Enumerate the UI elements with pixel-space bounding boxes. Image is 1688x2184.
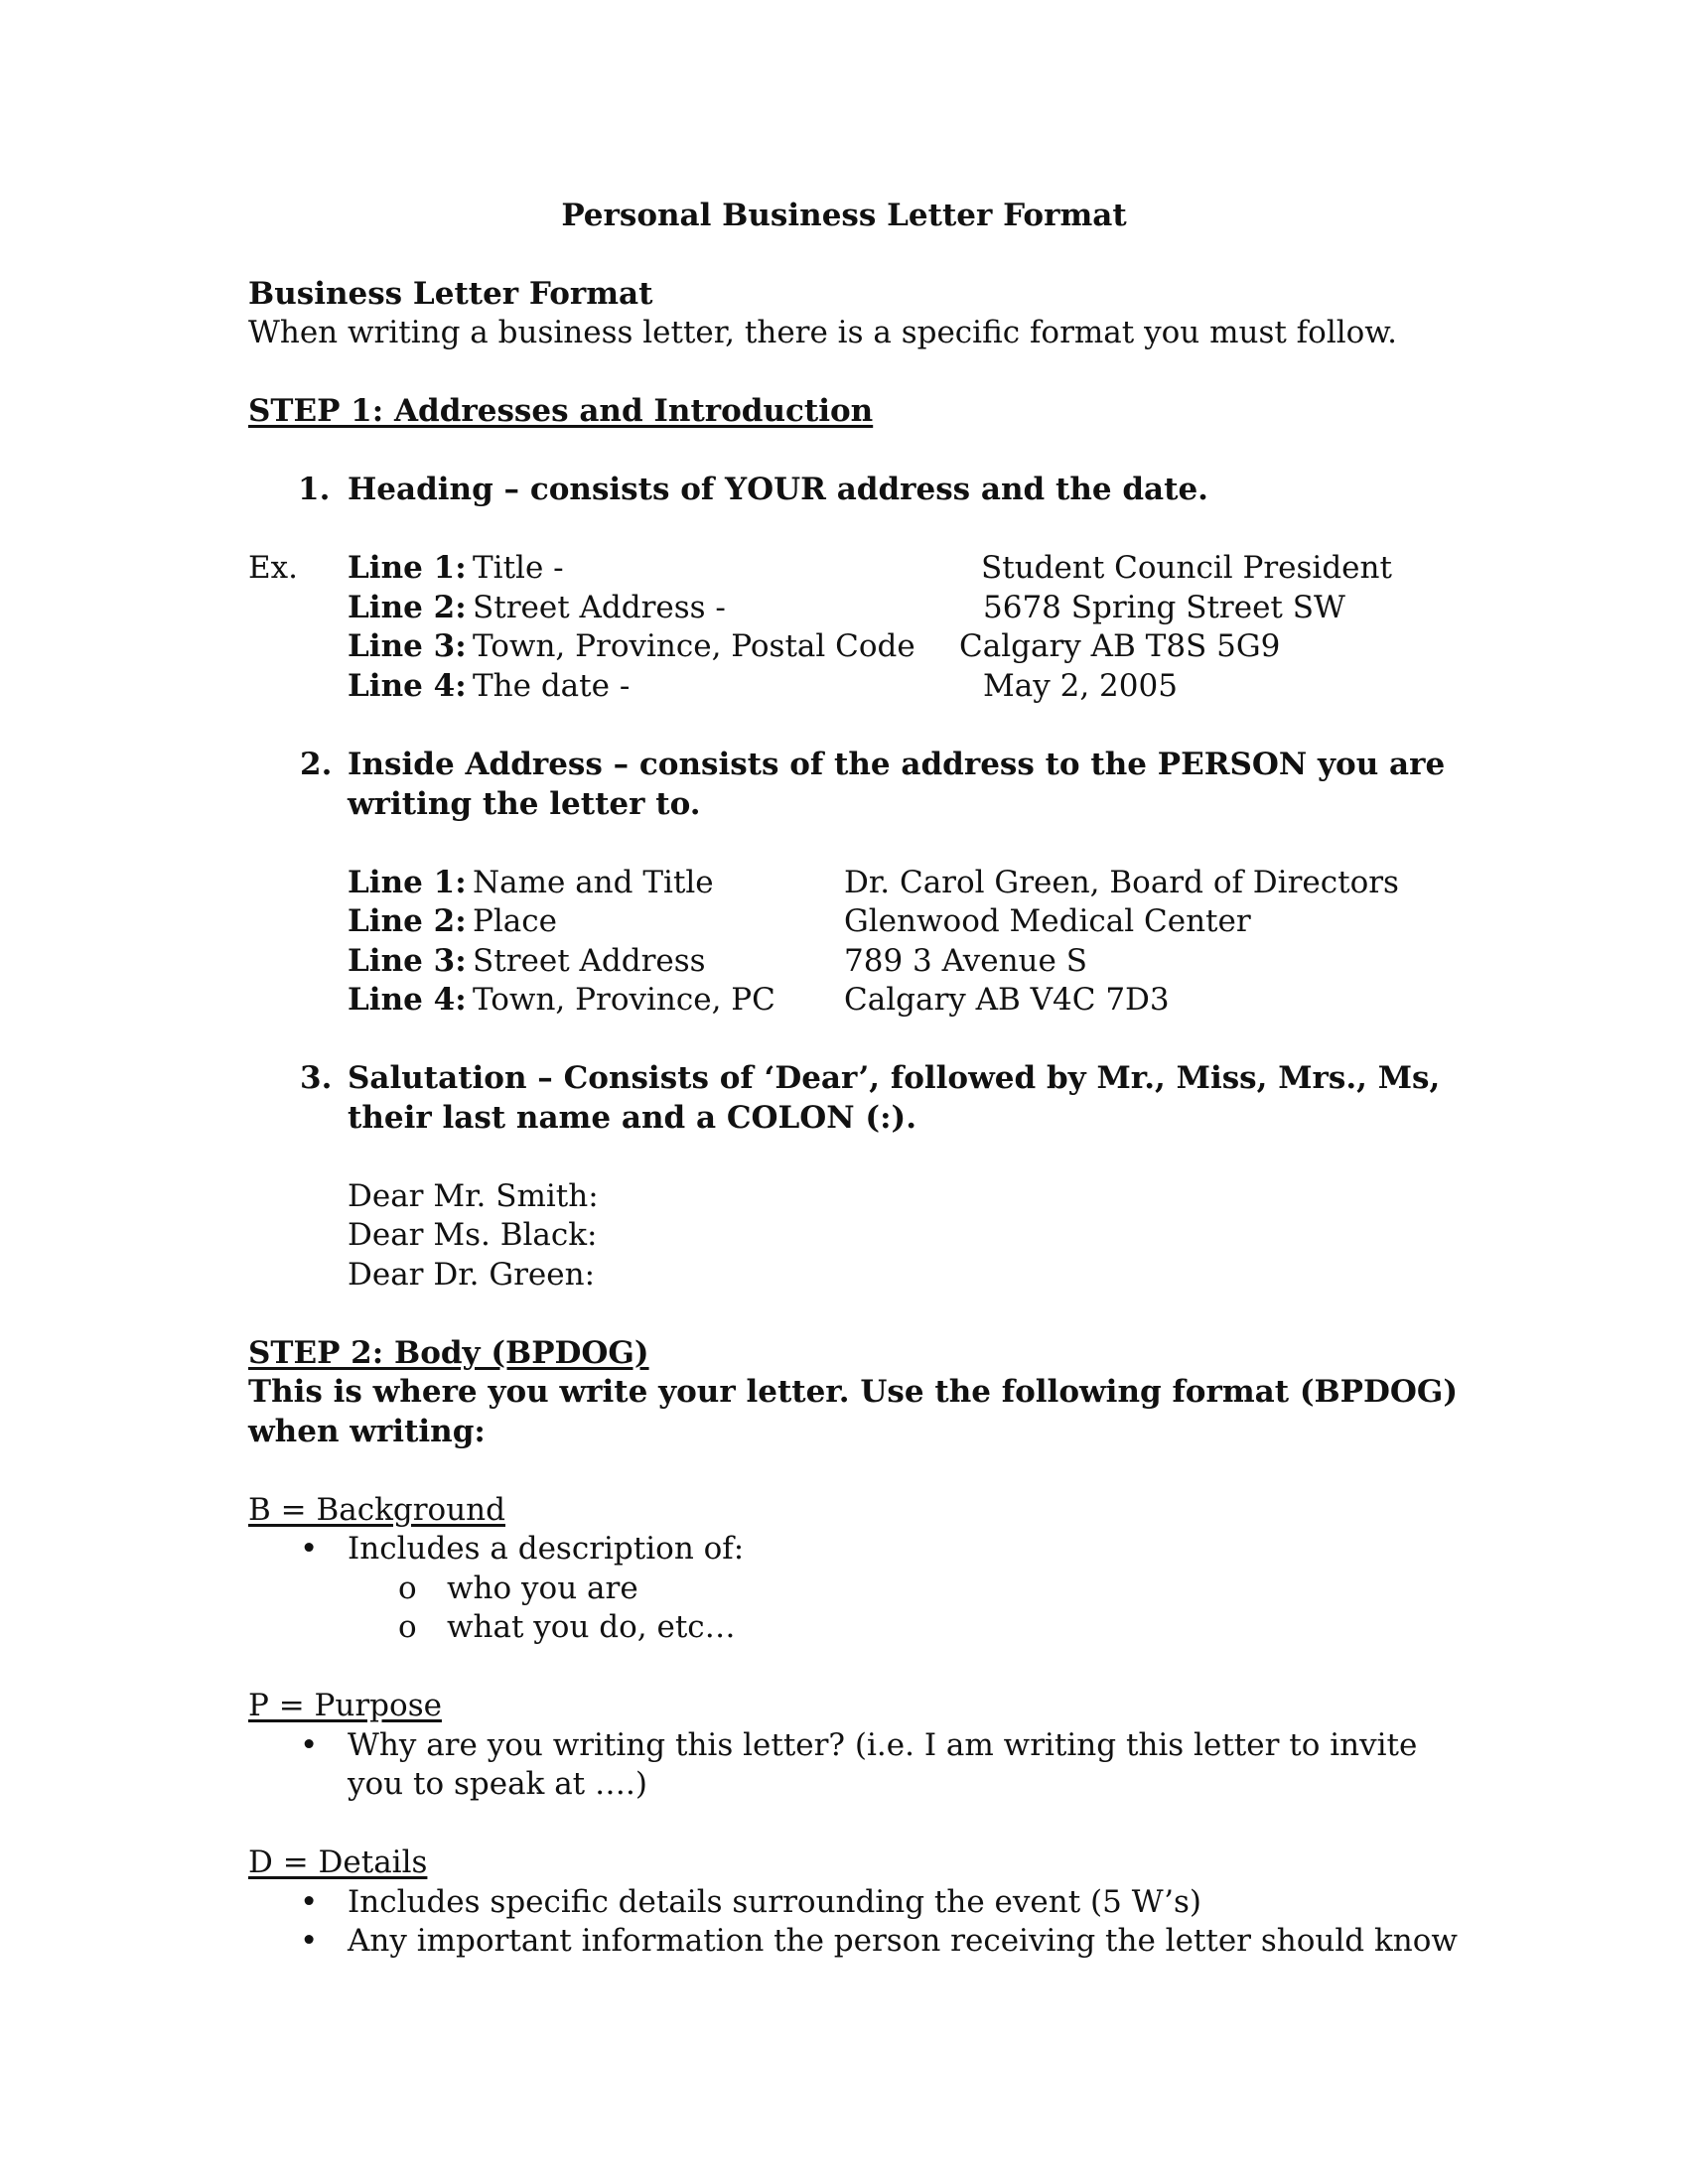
bullet-icon: • — [300, 1884, 319, 1920]
step2-text: This is where you write your letter. Use the following format (BPDOG) — [248, 1374, 1459, 1410]
example-label: Ex. — [248, 550, 298, 586]
step2-text-cont: when writing: — [248, 1414, 486, 1449]
heading-line-label: Line 1: — [348, 550, 467, 586]
step2-heading: STEP 2: Body (BPDOG) — [248, 1335, 649, 1371]
details-bullet: Includes specific details surrounding the event (5 W’s) — [348, 1884, 1201, 1920]
bullet-icon: • — [300, 1531, 319, 1567]
bullet-icon: • — [300, 1923, 319, 1959]
heading-line-value: Calgary AB T8S 5G9 — [959, 628, 1281, 664]
purpose-bullet: Why are you writing this letter? (i.e. I am writing this letter to invite — [348, 1727, 1418, 1763]
inside-line-desc: Town, Province, PC — [473, 982, 775, 1018]
heading-line-label: Line 3: — [348, 628, 467, 664]
inside-line-desc: Street Address — [473, 943, 706, 979]
inside-line-label: Line 1: — [348, 865, 467, 900]
inside-line-desc: Name and Title — [473, 865, 714, 900]
heading-line-desc: The date - — [473, 668, 631, 704]
heading-line-desc: Title - — [473, 550, 564, 586]
item2-text: Inside Address – consists of the address to the PERSON you are — [348, 747, 1446, 782]
purpose-bullet-cont: you to speak at ….) — [348, 1766, 647, 1802]
salutation-example: Dear Mr. Smith: — [348, 1178, 599, 1214]
heading-line-value: Student Council President — [981, 550, 1392, 586]
item3-number: 3. — [300, 1060, 333, 1096]
item2-text-cont: writing the letter to. — [348, 786, 701, 822]
heading-line-label: Line 2: — [348, 590, 467, 625]
intro-text: When writing a business letter, there is a specific format you must follow. — [248, 315, 1398, 350]
inside-line-value: Dr. Carol Green, Board of Directors — [844, 865, 1399, 900]
salutation-example: Dear Dr. Green: — [348, 1257, 596, 1293]
background-bullet: Includes a description of: — [348, 1531, 745, 1567]
details-bullet: Any important information the person receiving the letter should know — [348, 1923, 1458, 1959]
bullet-icon: • — [300, 1727, 319, 1763]
item3-text-cont: their last name and a COLON (:). — [348, 1100, 917, 1136]
inside-line-value: 789 3 Avenue S — [844, 943, 1087, 979]
inside-line-desc: Place — [473, 903, 557, 939]
item1-text: Heading – consists of YOUR address and the date. — [348, 472, 1208, 507]
background-sub-bullet: who you are — [447, 1570, 638, 1606]
inside-line-value: Glenwood Medical Center — [844, 903, 1251, 939]
sub-bullet-icon: o — [398, 1609, 417, 1645]
sub-bullet-icon: o — [398, 1570, 417, 1606]
heading-line-value: May 2, 2005 — [983, 668, 1178, 704]
page-title: Personal Business Letter Format — [561, 198, 1127, 233]
salutation-example: Dear Ms. Black: — [348, 1217, 598, 1253]
heading-line-desc: Street Address - — [473, 590, 726, 625]
inside-line-label: Line 4: — [348, 982, 467, 1018]
heading-line-value: 5678 Spring Street SW — [983, 590, 1345, 625]
inside-line-label: Line 2: — [348, 903, 467, 939]
purpose-heading: P = Purpose — [248, 1688, 442, 1723]
step1-heading: STEP 1: Addresses and Introduction — [248, 393, 874, 429]
background-heading: B = Background — [248, 1492, 505, 1528]
heading-line-label: Line 4: — [348, 668, 467, 704]
inside-line-label: Line 3: — [348, 943, 467, 979]
background-sub-bullet: what you do, etc… — [447, 1609, 736, 1645]
item1-number: 1. — [298, 472, 331, 507]
item3-text: Salutation – Consists of ‘Dear’, followed by Mr., Miss, Mrs., Ms, — [348, 1060, 1441, 1096]
inside-line-value: Calgary AB V4C 7D3 — [844, 982, 1170, 1018]
item2-number: 2. — [300, 747, 333, 782]
intro-heading: Business Letter Format — [248, 276, 653, 312]
heading-line-desc: Town, Province, Postal Code — [473, 628, 915, 664]
details-heading: D = Details — [248, 1844, 428, 1880]
